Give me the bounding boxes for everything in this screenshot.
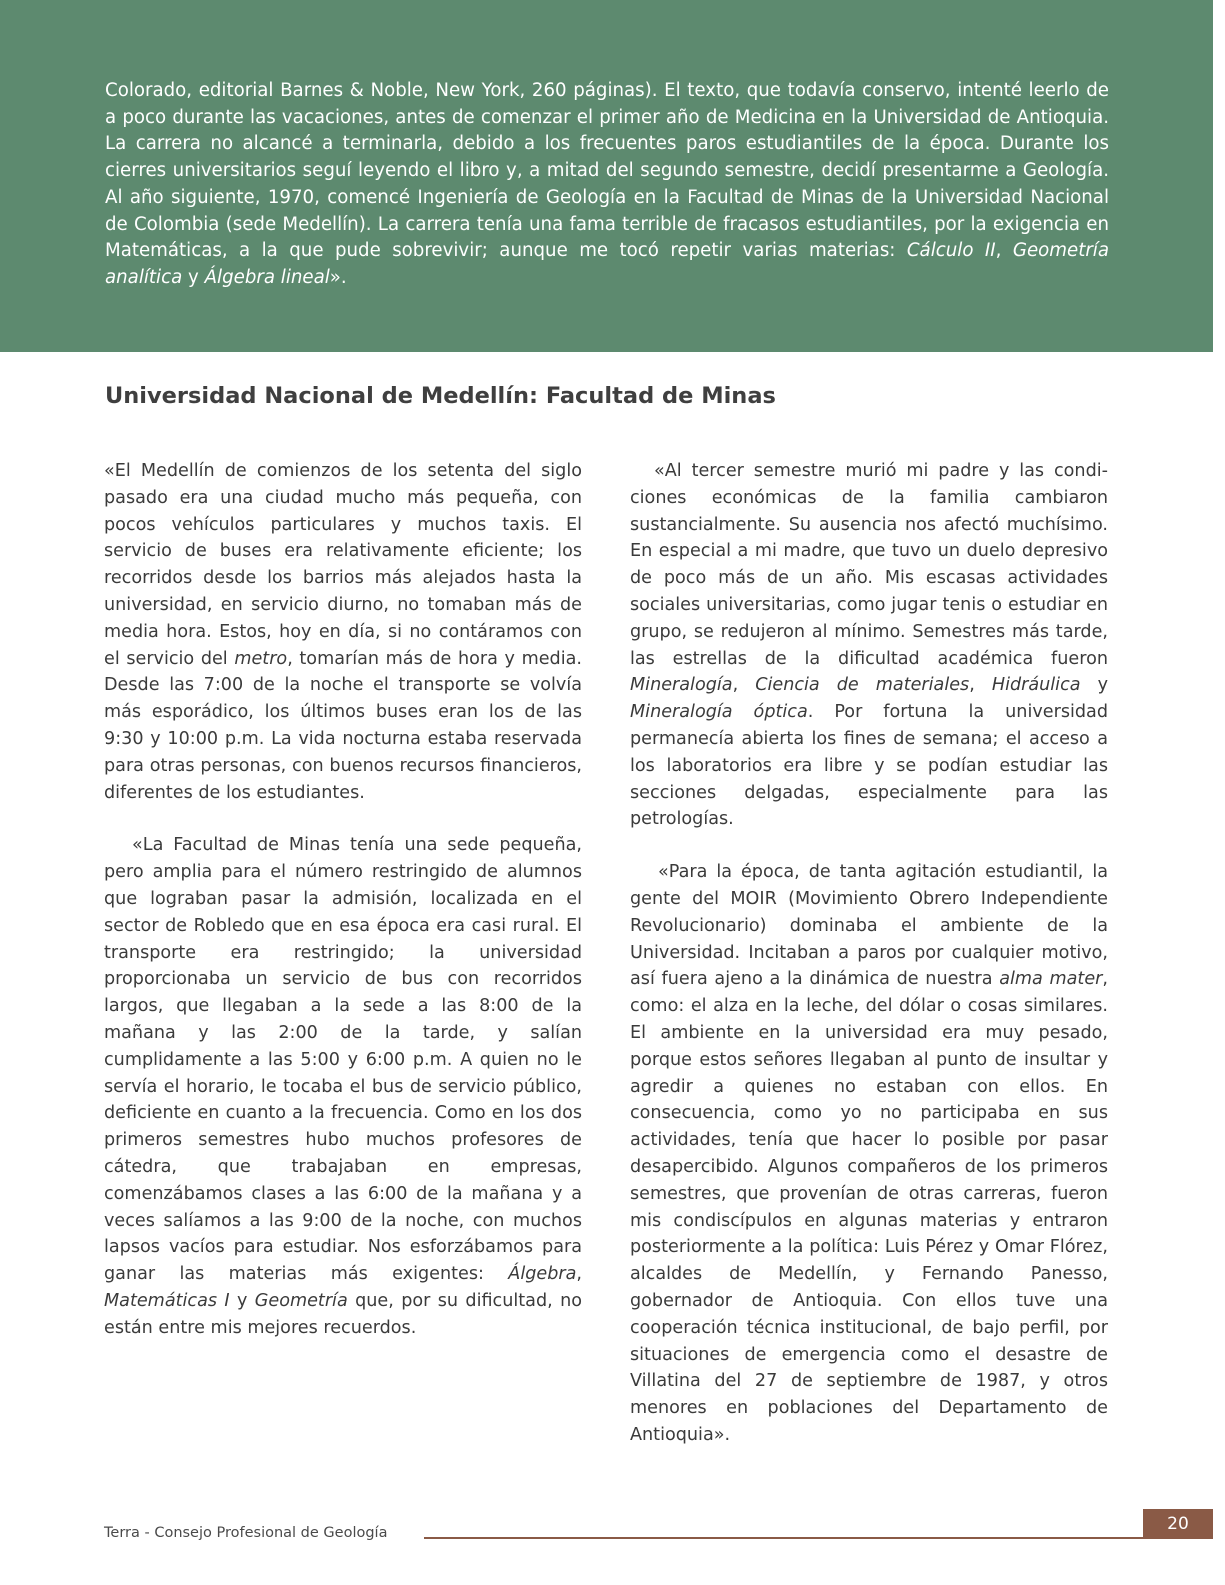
- italic-segment: Hidráulica: [991, 675, 1081, 696]
- intro-separator: y: [182, 266, 205, 288]
- left-paragraph-1: [104, 458, 582, 806]
- text-segment: y: [229, 1290, 255, 1311]
- text-segment: «Al tercer semestre murió mi padre y las condiciones económicas de la familia cambiaron sustancialmente. Su ausencia nos afectó muchísimo. En especial a mi madre, que tuvo un duelo depresivo de poco más de un año. Mis escasas actividades sociales universitarias, como jugar tenis o estudiar en grupo, se redujeron al mínimo. Semestres más tarde, las estrellas de la dificultad académica fueron: [630, 461, 1108, 669]
- text-segment: y: [1080, 675, 1108, 696]
- text-segment: ,: [576, 1264, 582, 1285]
- right-paragraph-2: [630, 859, 1108, 1449]
- text-segment: , como: el alza en la leche, del dólar o cosas similares. El ambiente en la universidad era muy pesado, porque estos señores llegaban al punto de insultar y agredir a quienes no estaban con ellos. En consecuencia, como yo no participaba en sus actividades, tenía que hacer lo posible por pasar desapercibido. Algunos compañeros de los primeros semestres, que provenían de otras carreras, fueron mis condiscípulos en algunas materias y entraron posteriormente a la política: Luis Pérez y Omar Flórez, alcaldes de Medellín, y Fernando Panesso, gobernador de Antioquia. Con ellos tuve una cooperación técnica institucional, de bajo perfil, por situaciones de emergencia como el desastre de Villatina del 27 de septiembre de 1987, y otros menores en poblaciones del Departamento de Antioquia».: [630, 969, 1108, 1445]
- footer-publication: Terra - Consejo Profesional de Geología: [104, 1525, 388, 1541]
- intro-text: Colorado, editorial Barnes & Noble, New York, 260 páginas). El texto, que todavía conservo, intenté leerlo de a poco durante las vacaciones, antes de comenzar el primer año de Medicina en la Universidad de Antioquia. La carrera no alcancé a terminarla, debido a los frecuentes paros estudiantiles de la época. Durante los cierres universitarios seguí leyendo el libro y, a mitad del segundo semestre, decidí presentarme a Geología. Al año siguiente, 1970, comencé Ingeniería de Geología en la Facultad de Minas de la Universidad Nacional de Colombia (sede Medellín). La carrera tenía una fama terrible de fracasos estudiantiles, por la exigencia en Matemáticas, a la que pude sobrevivir; aunque me tocó repetir varias materias:: [105, 80, 1109, 262]
- right-paragraph-1: [630, 458, 1108, 833]
- right-column: [630, 458, 1108, 1475]
- text-segment: que, por su dificultad, no están entre mis mejores recuerdos.: [104, 1290, 582, 1338]
- text-segment: ,: [732, 675, 756, 696]
- italic-segment: Álgebra: [508, 1264, 577, 1285]
- text-segment: «Para la época, de tanta agitación estudiantil, la gente del MOIR (Movimiento Obrero Independiente Revolucionario) dominaba el ambiente de la Universidad. Incitaban a paros por cualquier motivo, así fuera ajeno a la dinámica de nuestra: [630, 862, 1108, 990]
- text-segment: «El Medellín de comienzos de los setenta del siglo pasado era una ciudad mucho más pequeña, con pocos vehículos particulares y muchos taxis. El servicio de buses era relativamente eficiente; los recorridos desde los barrios más alejados hasta la universidad, en servicio diurno, no tomaban más de media hora. Estos, hoy en día, si no contáramos con el servicio del: [104, 461, 582, 669]
- intro-paragraph: [105, 78, 1109, 292]
- italic-segment: Mineralogía: [630, 675, 733, 696]
- intro-italic-algebra: Álgebra lineal: [204, 266, 330, 288]
- intro-band: [0, 0, 1213, 352]
- section-title: Universidad Nacional de Medellín: Facultad de Minas: [105, 383, 776, 409]
- italic-segment: metro: [234, 648, 288, 669]
- italic-segment: Matemáticas I: [104, 1290, 230, 1311]
- italic-segment: Ciencia de materiales: [755, 675, 970, 696]
- left-column: [104, 458, 582, 1368]
- footer-rule: [424, 1537, 1144, 1539]
- italic-segment: Mineralogía óptica: [630, 702, 808, 723]
- text-segment: , tomarían más de hora y media. Desde las 7:00 de la noche el transporte se volvía más esporádico, los últimos buses eran los de las 9:30 y 10:00 p.m. La vida nocturna estaba reservada para otras personas, con buenos recursos financieros, diferentes de los estudiantes.: [104, 648, 582, 803]
- left-paragraph-2: [104, 832, 582, 1341]
- intro-end: ».: [329, 266, 347, 288]
- intro-italic-geometria: Geometría analítica: [105, 240, 1109, 288]
- italic-segment: alma mater: [999, 969, 1103, 990]
- text-segment: «La Facultad de Minas tenía una sede pequeña, pero amplia para el número restringido de alumnos que lograban pasar la admisión, localizada en el sector de Robledo que en esa época era casi rural. El transporte era restringido; la universidad proporcionaba un servicio de bus con recorridos largos, que llegaban a la sede a las 8:00 de la mañana y las 2:00 de la tarde, y salían cumplidamente a las 5:00 y 6:00 p.m. A quien no le servía el horario, le tocaba el bus de servicio público, deficiente en cuanto a la frecuencia. Como en los dos primeros semestres hubo muchos profesores de cátedra, que trabajaban en empresas, comenzábamos clases a las 6:00 de la mañana y a veces salíamos a las 9:00 de la noche, con muchos lapsos vacíos para estudiar. Nos esforzábamos para ganar las materias más exigentes:: [104, 835, 582, 1285]
- page-number: 20: [1143, 1509, 1213, 1539]
- intro-separator: ,: [995, 240, 1013, 262]
- text-segment: . Por fortuna la universidad permanecía abierta los fines de semana; el acceso a los laboratorios era libre y se podían estudiar las secciones delgadas, especialmente para las petrologías.: [630, 702, 1108, 830]
- intro-italic-calculo: Cálculo II: [906, 240, 996, 262]
- italic-segment: Geometría: [254, 1290, 348, 1311]
- text-segment: ,: [969, 675, 992, 696]
